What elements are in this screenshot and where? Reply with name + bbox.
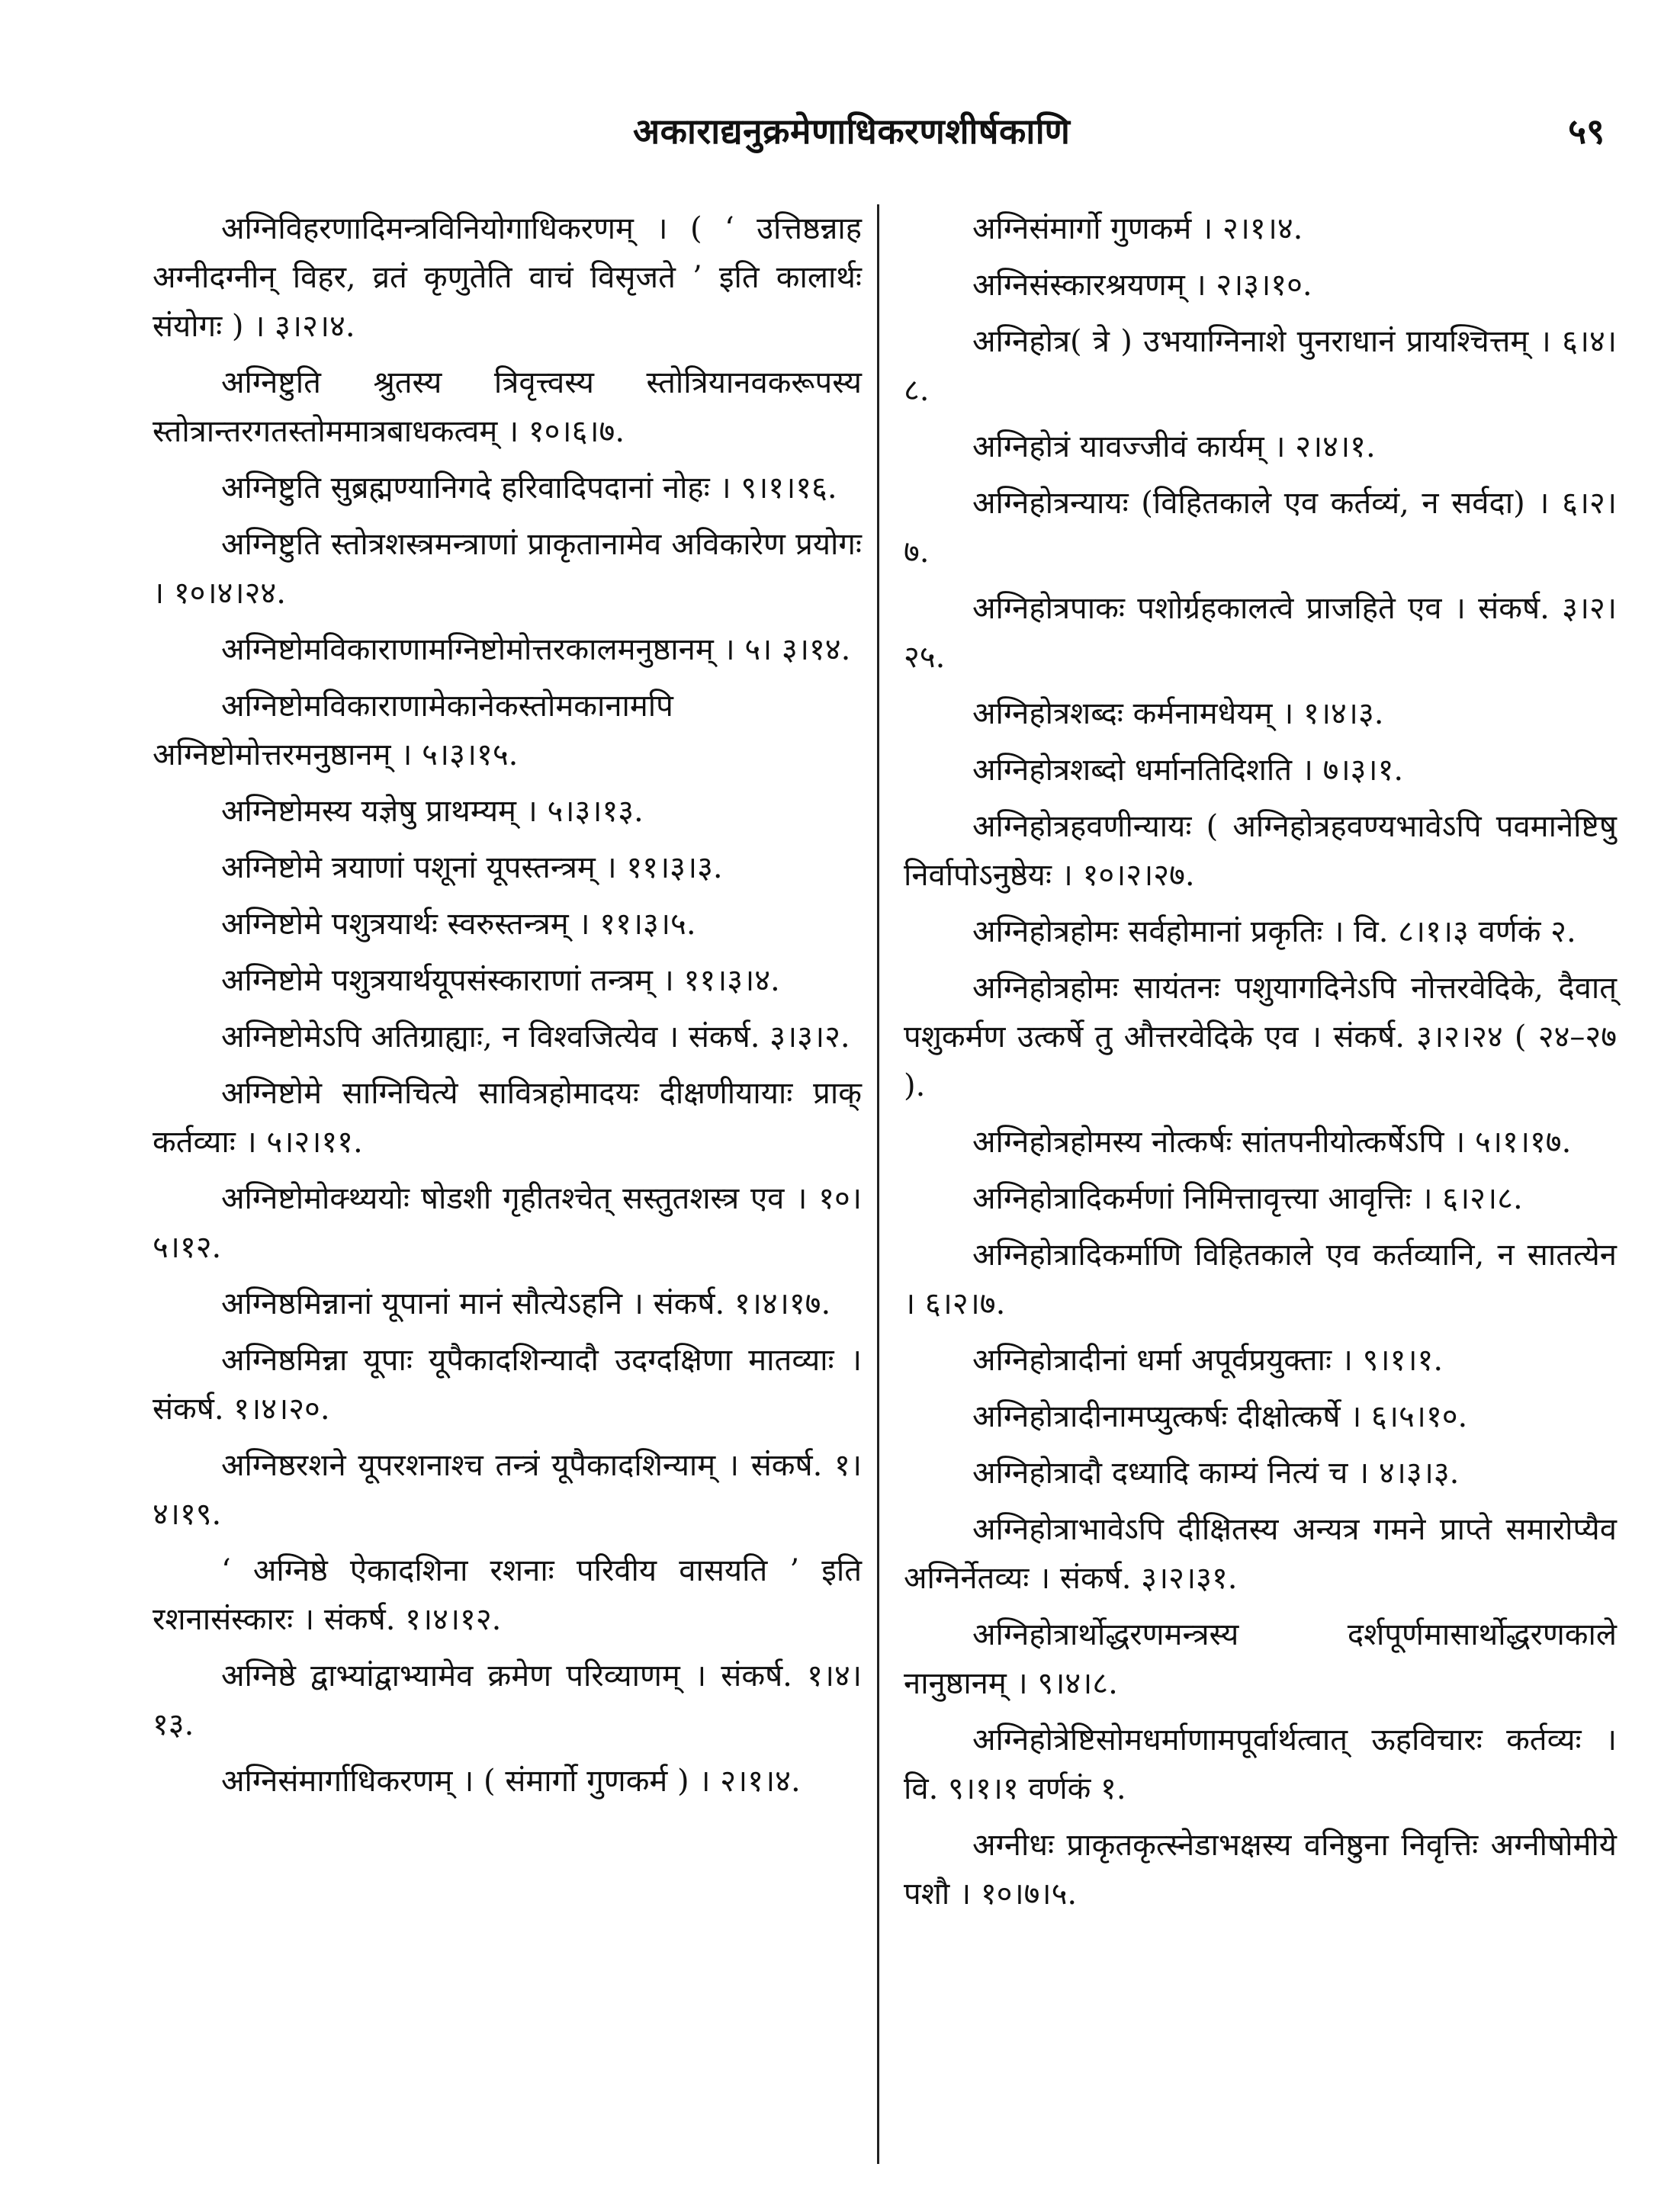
index-entry: अग्निहोत्राभावेऽपि दीक्षितस्य अन्यत्र गमने प्राप्ते समारोप्यैव अग्निर्नेतव्यः । संकर्ष. ३।२।३१.: [904, 1512, 1617, 1596]
index-entry: अग्निष्टोमविकाराणामेकानेकस्तोमकानामपि अग्निष्टोमोत्तरमनुष्ठानम् । ५।३।१५.: [153, 689, 673, 772]
index-entry: अग्निहोत्र( त्रे ) उभयाग्निनाशे पुनराधानं प्रायश्चित्तम् । ६।४।८.: [904, 324, 1617, 408]
index-entry: अग्निहोत्रादिकर्मणां निमित्तावृत्त्या आवृत्तिः । ६।२।८.: [972, 1181, 1523, 1216]
index-entry: अग्निहोत्रहोमस्य नोत्कर्षः सांतपनीयोत्कर्षेऽपि । ५।१।१७.: [972, 1125, 1572, 1160]
index-entry: अग्निहोत्रहोमः सायंतनः पशुयागदिनेऽपि नोत्तरवेदिके, दैवात् पशुकर्मण उत्कर्षे तु औत्तरवेदिके एव । संकर्ष. ३।२।२४ ( २४–२७ ).: [904, 971, 1617, 1103]
index-entry: अग्निष्टोमे त्रयाणां पशूनां यूपस्तन्त्रम् । ११।३।३.: [221, 850, 723, 885]
index-entry: अग्निहोत्रन्यायः (विहितकाले एव कर्तव्यं, न सर्वदा) । ६।२।७.: [904, 486, 1617, 570]
index-entry: अग्निसंमार्गो गुणकर्म । २।१।४.: [972, 211, 1303, 246]
index-entry: अग्निविहरणादिमन्त्रविनियोगाधिकरणम् । ( ‘ उत्तिष्ठन्नाह अग्नीदग्नीन् विहर, व्रतं कृणुतेति वाचं विसृजते ’ इति कालार्थः संयोगः ) । ३।२।४.: [153, 211, 862, 344]
index-entry: अग्निसंस्कारश्रयणम् । २।३।१०.: [972, 268, 1312, 303]
index-entry: अग्निहोत्रार्थोद्धरणमन्त्रस्य दर्शपूर्णमासार्थोद्धरणकाले नानुष्ठानम् । ९।४।८.: [904, 1617, 1617, 1701]
index-entry: अग्निष्टुति श्रुतस्य त्रिवृत्त्वस्य स्तोत्रियानवकरूपस्य स्तोत्रान्तरगतस्तोममात्रबाधकत्वम् । १०।६।७.: [153, 365, 862, 449]
index-entry: अग्निहोत्रहोमः सर्वहोमानां प्रकृतिः । वि. ८।१।३ वर्णकं २.: [972, 914, 1576, 949]
index-entry: अग्निष्टोमस्य यज्ञेषु प्राथम्यम् । ५।३।१३.: [221, 794, 644, 829]
index-entry: अग्निष्टोमे साग्निचित्ये सावित्रहोमादयः दीक्षणीयायाः प्राक् कर्तव्याः । ५।२।११.: [153, 1076, 862, 1160]
index-entry: अग्निष्टोमविकाराणामग्निष्टोमोत्तरकालमनुष्ठानम् । ५। ३।१४.: [221, 632, 851, 667]
index-entry: अग्निहोत्रादौ दध्यादि काम्यं नित्यं च । ४।३।३.: [972, 1456, 1460, 1491]
index-entry: अग्निहोत्रेष्टिसोमधर्माणामपूर्वार्थत्वात् ऊहविचारः कर्तव्यः । वि. ९।१।१ वर्णकं १.: [904, 1722, 1617, 1806]
index-entry: अग्निहोत्रशब्दः कर्मनामधेयम् । १।४।३.: [972, 696, 1384, 731]
index-entry: अग्निष्टोमे पशुत्रयार्थः स्वरुस्तन्त्रम् । ११।३।५.: [221, 907, 696, 942]
index-entry: अग्निहोत्रादीनां धर्मा अपूर्वप्रयुक्ताः । ९।१।१.: [972, 1343, 1444, 1378]
index-entry: ‘ अग्निष्ठे ऐकादशिना रशनाः परिवीय वासयति ’ इति रशनासंस्कारः । संकर्ष. १।४।१२.: [153, 1553, 862, 1637]
index-entry: अग्निहोत्रशब्दो धर्मानतिदिशति । ७।३।१.: [972, 753, 1404, 788]
index-entry: अग्निहोत्रादिकर्माणि विहितकाले एव कर्तव्यानि, न सातत्येन । ६।२।७.: [904, 1238, 1617, 1321]
column-divider: [877, 204, 879, 2164]
index-entry: अग्निष्टोमोक्थ्ययोः षोडशी गृहीतश्चेत् सस्तुतशस्त्र एव । १०।५।१२.: [153, 1181, 862, 1265]
right-column: [904, 204, 1617, 1926]
index-entry: अग्निहोत्रपाकः पशोर्ग्रहकालत्वे प्राजहिते एव । संकर्ष. ३।२।२५.: [904, 591, 1617, 675]
index-entry: अग्निसंमार्गाधिकरणम् । ( संमार्गो गुणकर्म ) । २।१।४.: [221, 1764, 801, 1799]
index-entry: अग्नीधः प्राकृतकृत्स्नेडाभक्षस्य वनिष्ठुना निवृत्तिः अग्नीषोमीये पशौ । १०।७।५.: [904, 1828, 1617, 1912]
page-number: ५९: [1568, 111, 1605, 152]
index-entry: अग्निष्ठे द्वाभ्यांद्वाभ्यामेव क्रमेण परिव्याणम् । संकर्ष. १।४।१३.: [153, 1658, 862, 1742]
index-entry: अग्निहोत्रं यावज्जीवं कार्यम् । २।४।१.: [972, 429, 1376, 464]
index-entry: अग्निहोत्रहवणीन्यायः ( अग्निहोत्रहवण्यभावेऽपि पवमानेष्टिषु निर्वापोऽनुष्ठेयः । १०।२।२७.: [904, 809, 1617, 893]
running-head: अकाराद्यनुक्रमेणाधिकरणशीर्षकाणि: [633, 111, 1071, 152]
index-entry: अग्निष्ठमिन्ना यूपाः यूपैकादशिन्यादौ उदग्दक्षिणा मातव्याः । संकर्ष. १।४।२०.: [153, 1343, 862, 1427]
index-entry: अग्निष्टुति स्तोत्रशस्त्रमन्त्राणां प्राकृतानामेव अविकारेण प्रयोगः । १०।४।२४.: [153, 527, 862, 611]
index-entry: अग्निष्ठमिन्नानां यूपानां मानं सौत्येऽहनि । संकर्ष. १।४।१७.: [221, 1286, 831, 1321]
index-entry: अग्निष्टोमेऽपि अतिग्राह्याः, न विश्वजित्येव । संकर्ष. ३।३।२.: [221, 1019, 850, 1055]
index-entry: अग्निहोत्रादीनामप्युत्कर्षः दीक्षोत्कर्षे । ६।५।१०.: [972, 1399, 1468, 1434]
left-column: [153, 204, 862, 1813]
index-entry: अग्निष्ठरशने यूपरशनाश्च तन्त्रं यूपैकादशिन्याम् । संकर्ष. १।४।१९.: [153, 1448, 862, 1532]
index-entry: अग्निष्टुति सुब्रह्मण्यानिगदे हरिवादिपदानां नोहः । ९।१।१६.: [221, 470, 837, 506]
index-entry: अग्निष्टोमे पशुत्रयार्थयूपसंस्काराणां तन्त्रम् । ११।३।४.: [221, 963, 780, 998]
